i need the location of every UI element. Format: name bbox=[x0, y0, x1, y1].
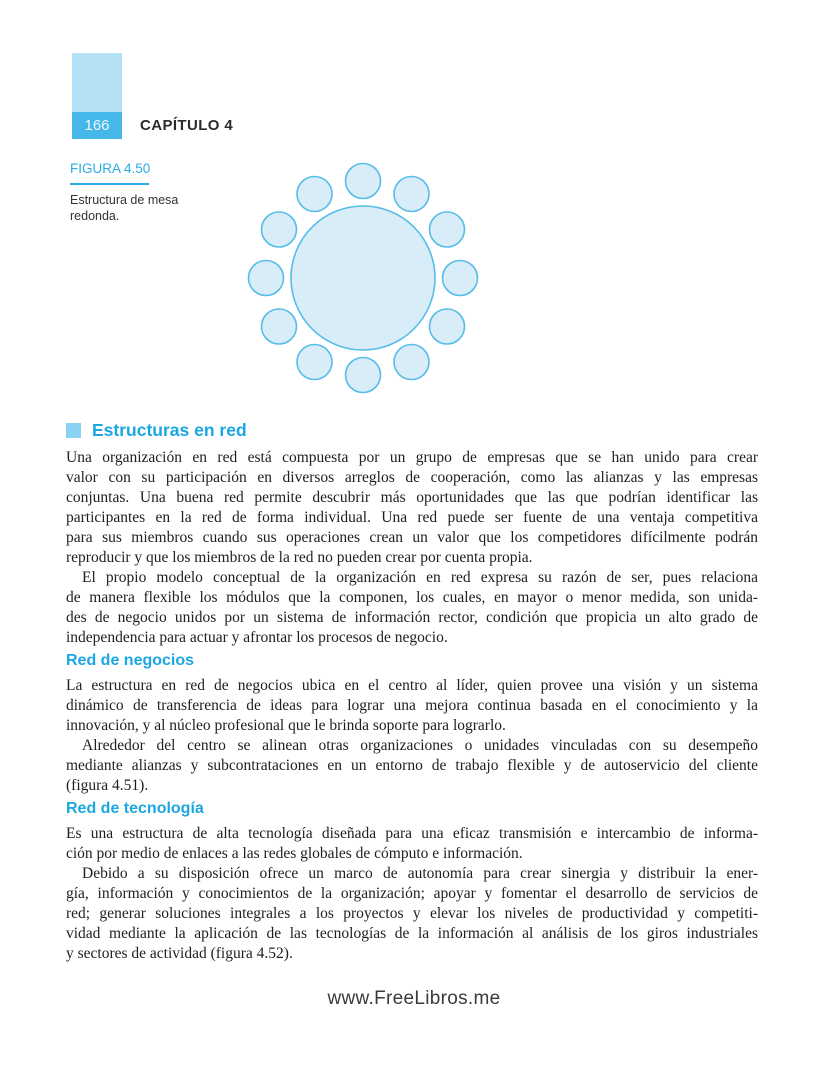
seat-circle bbox=[346, 164, 381, 199]
figure-label-underline bbox=[70, 183, 149, 185]
paragraph-negocios-2 bbox=[66, 736, 758, 796]
paragraph-tecnologia-2 bbox=[66, 864, 758, 964]
seat-circle bbox=[297, 176, 332, 211]
round-table-diagram-svg bbox=[243, 158, 483, 398]
seat-circle bbox=[430, 212, 465, 247]
footer-url: www.FreeLibros.me bbox=[327, 988, 501, 1009]
main-text-column bbox=[66, 418, 758, 964]
text-line: (figura 4.51). bbox=[66, 777, 149, 794]
text-line: Una organización en red está compuesta por un grupo de empresas que se han unido para crear bbox=[66, 449, 758, 466]
seat-circle bbox=[261, 309, 296, 344]
text-line: mediante alianzas y subcontrataciones en un entorno de trabajo flexible y de autoservicio del cliente bbox=[66, 757, 758, 774]
table-circle bbox=[291, 206, 435, 350]
header-light-blue-box bbox=[72, 53, 122, 112]
seat-circle bbox=[297, 345, 332, 380]
text-line: Alrededor del centro se alinean otras organizaciones o unidades vinculadas con su desempeño bbox=[82, 737, 758, 754]
text-line: independencia para actuar y afrontar los procesos de negocio. bbox=[66, 629, 448, 646]
paragraph-intro-2 bbox=[66, 568, 758, 648]
text-line: El propio modelo conceptual de la organización en red expresa su razón de ser, pues relaciona bbox=[82, 569, 758, 586]
text-line: ción por medio de enlaces a las redes globales de cómputo e información. bbox=[66, 845, 523, 862]
text-line: y sectores de actividad (figura 4.52). bbox=[66, 945, 293, 962]
figure-label: FIGURA 4.50 bbox=[70, 161, 151, 176]
paragraph-negocios-1 bbox=[66, 676, 758, 736]
text-line: innovación, y al núcleo profesional que le brinda soporte para lograrlo. bbox=[66, 717, 506, 734]
text-line: vidad mediante la aplicación de las tecnologías de la información al análisis de los giros industriales bbox=[66, 925, 758, 942]
text-line: La estructura en red de negocios ubica en el centro al líder, quien provee una visión y un sistema bbox=[66, 677, 758, 694]
text-line: dinámico de transferencia de ideas para lograr una mejora continua basada en el conocimiento y la bbox=[66, 697, 758, 714]
text-line: de manera flexible los módulos que la componen, los cuales, en mayor o menor medida, son unida- bbox=[66, 589, 758, 606]
page-number-badge: 166 bbox=[72, 112, 122, 139]
text-line: valor con su participación en diversos arreglos de cooperación, como las alianzas y las empresas bbox=[66, 469, 758, 486]
subsection-title-red-de-tecnologia: Red de tecnología bbox=[66, 800, 204, 817]
seat-circle bbox=[249, 261, 284, 296]
text-line: Debido a su disposición ofrece un marco de autonomía para crear sinergia y distribuir la ener- bbox=[82, 865, 758, 882]
section-bullet-square-icon bbox=[66, 423, 81, 438]
text-line: conjuntas. Una buena red permite descubrir más oportunidades que las que podrían identificar las bbox=[66, 489, 758, 506]
text-line: para sus miembros cuando sus operaciones crean un valor que los competidores difícilmente podrán bbox=[66, 529, 758, 546]
text-line: gía, información y conocimientos de la organización; apoyar y fomentar el desarrollo de servicios de bbox=[66, 885, 758, 902]
subsection-title-red-de-negocios: Red de negocios bbox=[66, 652, 195, 669]
seat-circle bbox=[261, 212, 296, 247]
seat-circle bbox=[346, 358, 381, 393]
round-table-diagram bbox=[243, 158, 483, 398]
section-heading-row bbox=[66, 418, 758, 442]
text-line: reproducir y que los miembros de la red no pueden crear por cuenta propia. bbox=[66, 549, 533, 566]
seat-circle bbox=[443, 261, 478, 296]
seat-circle bbox=[394, 176, 429, 211]
section-title: Estructuras en red bbox=[92, 419, 247, 440]
text-line: Es una estructura de alta tecnología diseñada para una eficaz transmisión e intercambio de informa- bbox=[66, 825, 758, 842]
seat-circle bbox=[394, 345, 429, 380]
text-line: red; generar soluciones integrales a los proyectos y elevar los niveles de productividad y competiti- bbox=[66, 905, 758, 922]
figure-caption: Estructura de mesa redonda. bbox=[70, 193, 179, 223]
text-line: des de negocio unidos por un sistema de información rector, condición que propicia un alto grado de bbox=[66, 609, 758, 626]
seat-circle bbox=[430, 309, 465, 344]
paragraph-tecnologia-1 bbox=[66, 824, 758, 864]
chapter-label: CAPÍTULO 4 bbox=[140, 117, 234, 134]
paragraph-intro-1 bbox=[66, 448, 758, 568]
text-line: participantes en la red de forma individual. Una red puede ser fuente de una ventaja competitiva bbox=[66, 509, 758, 526]
